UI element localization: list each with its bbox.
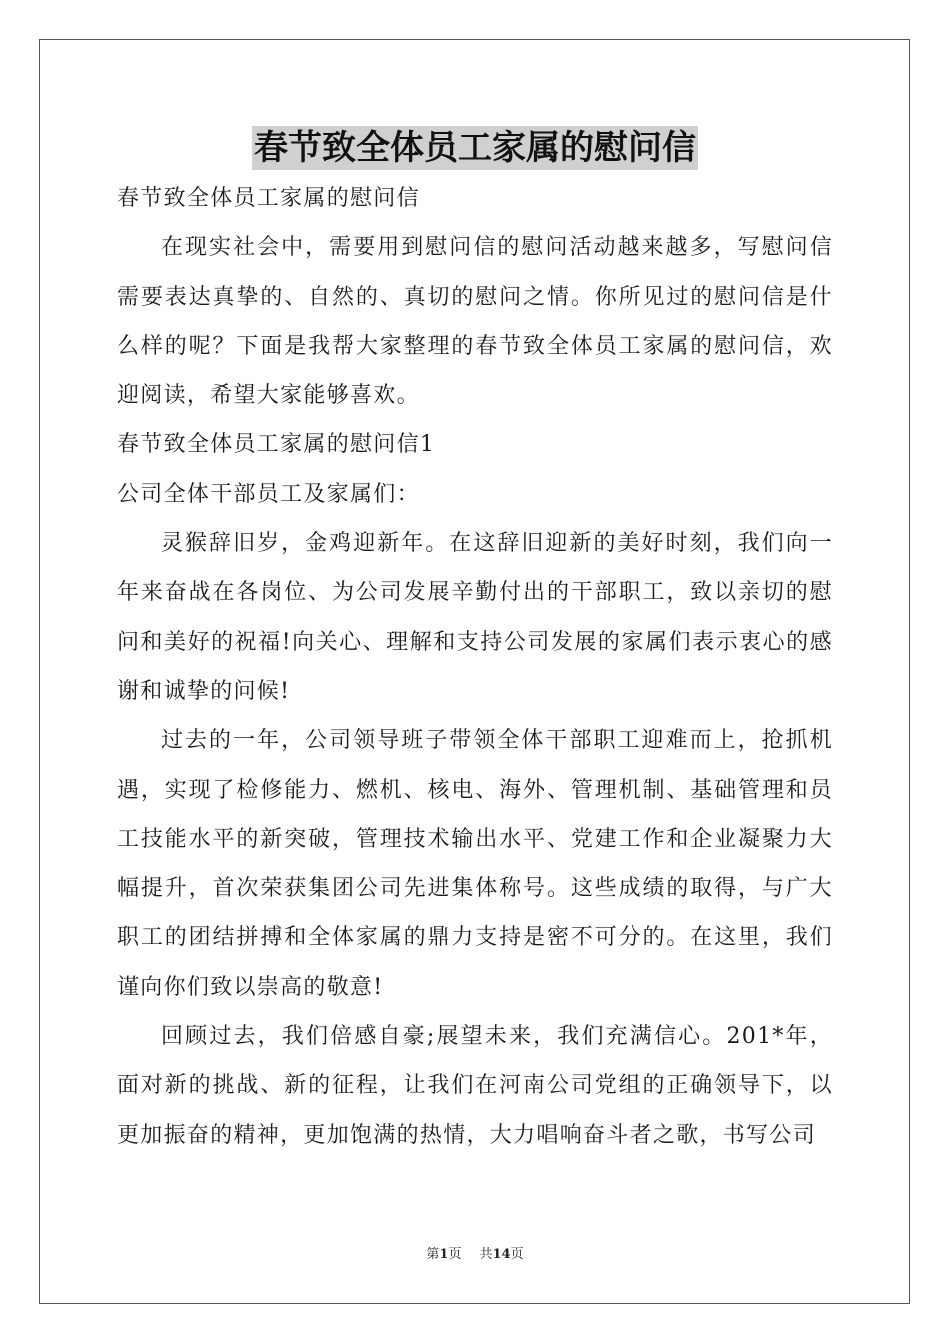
total-pages: 14: [492, 1247, 511, 1262]
page-footer: [0, 1246, 950, 1264]
document-title: 春节致全体员工家属的慰问信: [254, 128, 696, 168]
page-prefix: 第: [426, 1247, 440, 1262]
letter-heading: 春节致全体员工家属的慰问信1: [117, 432, 436, 458]
letter-salutation: 公司全体干部员工及家属们：: [117, 481, 420, 507]
intro-paragraph: 在现实社会中，需要用到慰问信的慰问活动越来越多，写慰问信需要表达真挚的、自然的、真切的慰问之情。你所见过的慰问信是什么样的呢？下面是我帮大家整理的春节致全体员工家属的慰问信，欢迎阅读，希望大家能够喜欢。: [117, 235, 833, 409]
body-paragraph: 过去的一年，公司领导班子带领全体干部职工迎难而上，抢抓机遇，实现了检修能力、燃机、核电、海外、管理机制、基础管理和员工技能水平的新突破，管理技术输出水平、党建工作和企业凝聚力大幅提升，首次荣获集团公司先进集体称号。这些成绩的取得，与广大职工的团结拼搏和全体家属的鼎力支持是密不可分的。在这里，我们谨向你们致以崇高的敬意!: [117, 728, 833, 1000]
body-paragraph: 灵猴辞旧岁，金鸡迎新年。在这辞旧迎新的美好时刻，我们向一年来奋战在各岗位、为公司发展辛勤付出的干部职工，致以亲切的慰问和美好的祝福!向关心、理解和支持公司发展的家属们表示衷心的感谢和诚挚的问候!: [117, 531, 833, 704]
document-body: [117, 174, 833, 1160]
document-subtitle: 春节致全体员工家属的慰问信: [117, 186, 420, 211]
page-suffix: 页: [448, 1247, 462, 1262]
title-container: [0, 126, 950, 170]
total-prefix: 共: [479, 1247, 493, 1262]
total-suffix: 页: [510, 1247, 524, 1262]
body-paragraph: 回顾过去，我们倍感自豪;展望未来，我们充满信心。201*年，面对新的挑战、新的征程，让我们在河南公司党组的正确领导下，以更加振奋的精神，更加饱满的热情，大力唱响奋斗者之歌，书写公司: [117, 1024, 833, 1148]
page-number: 1: [439, 1247, 449, 1262]
